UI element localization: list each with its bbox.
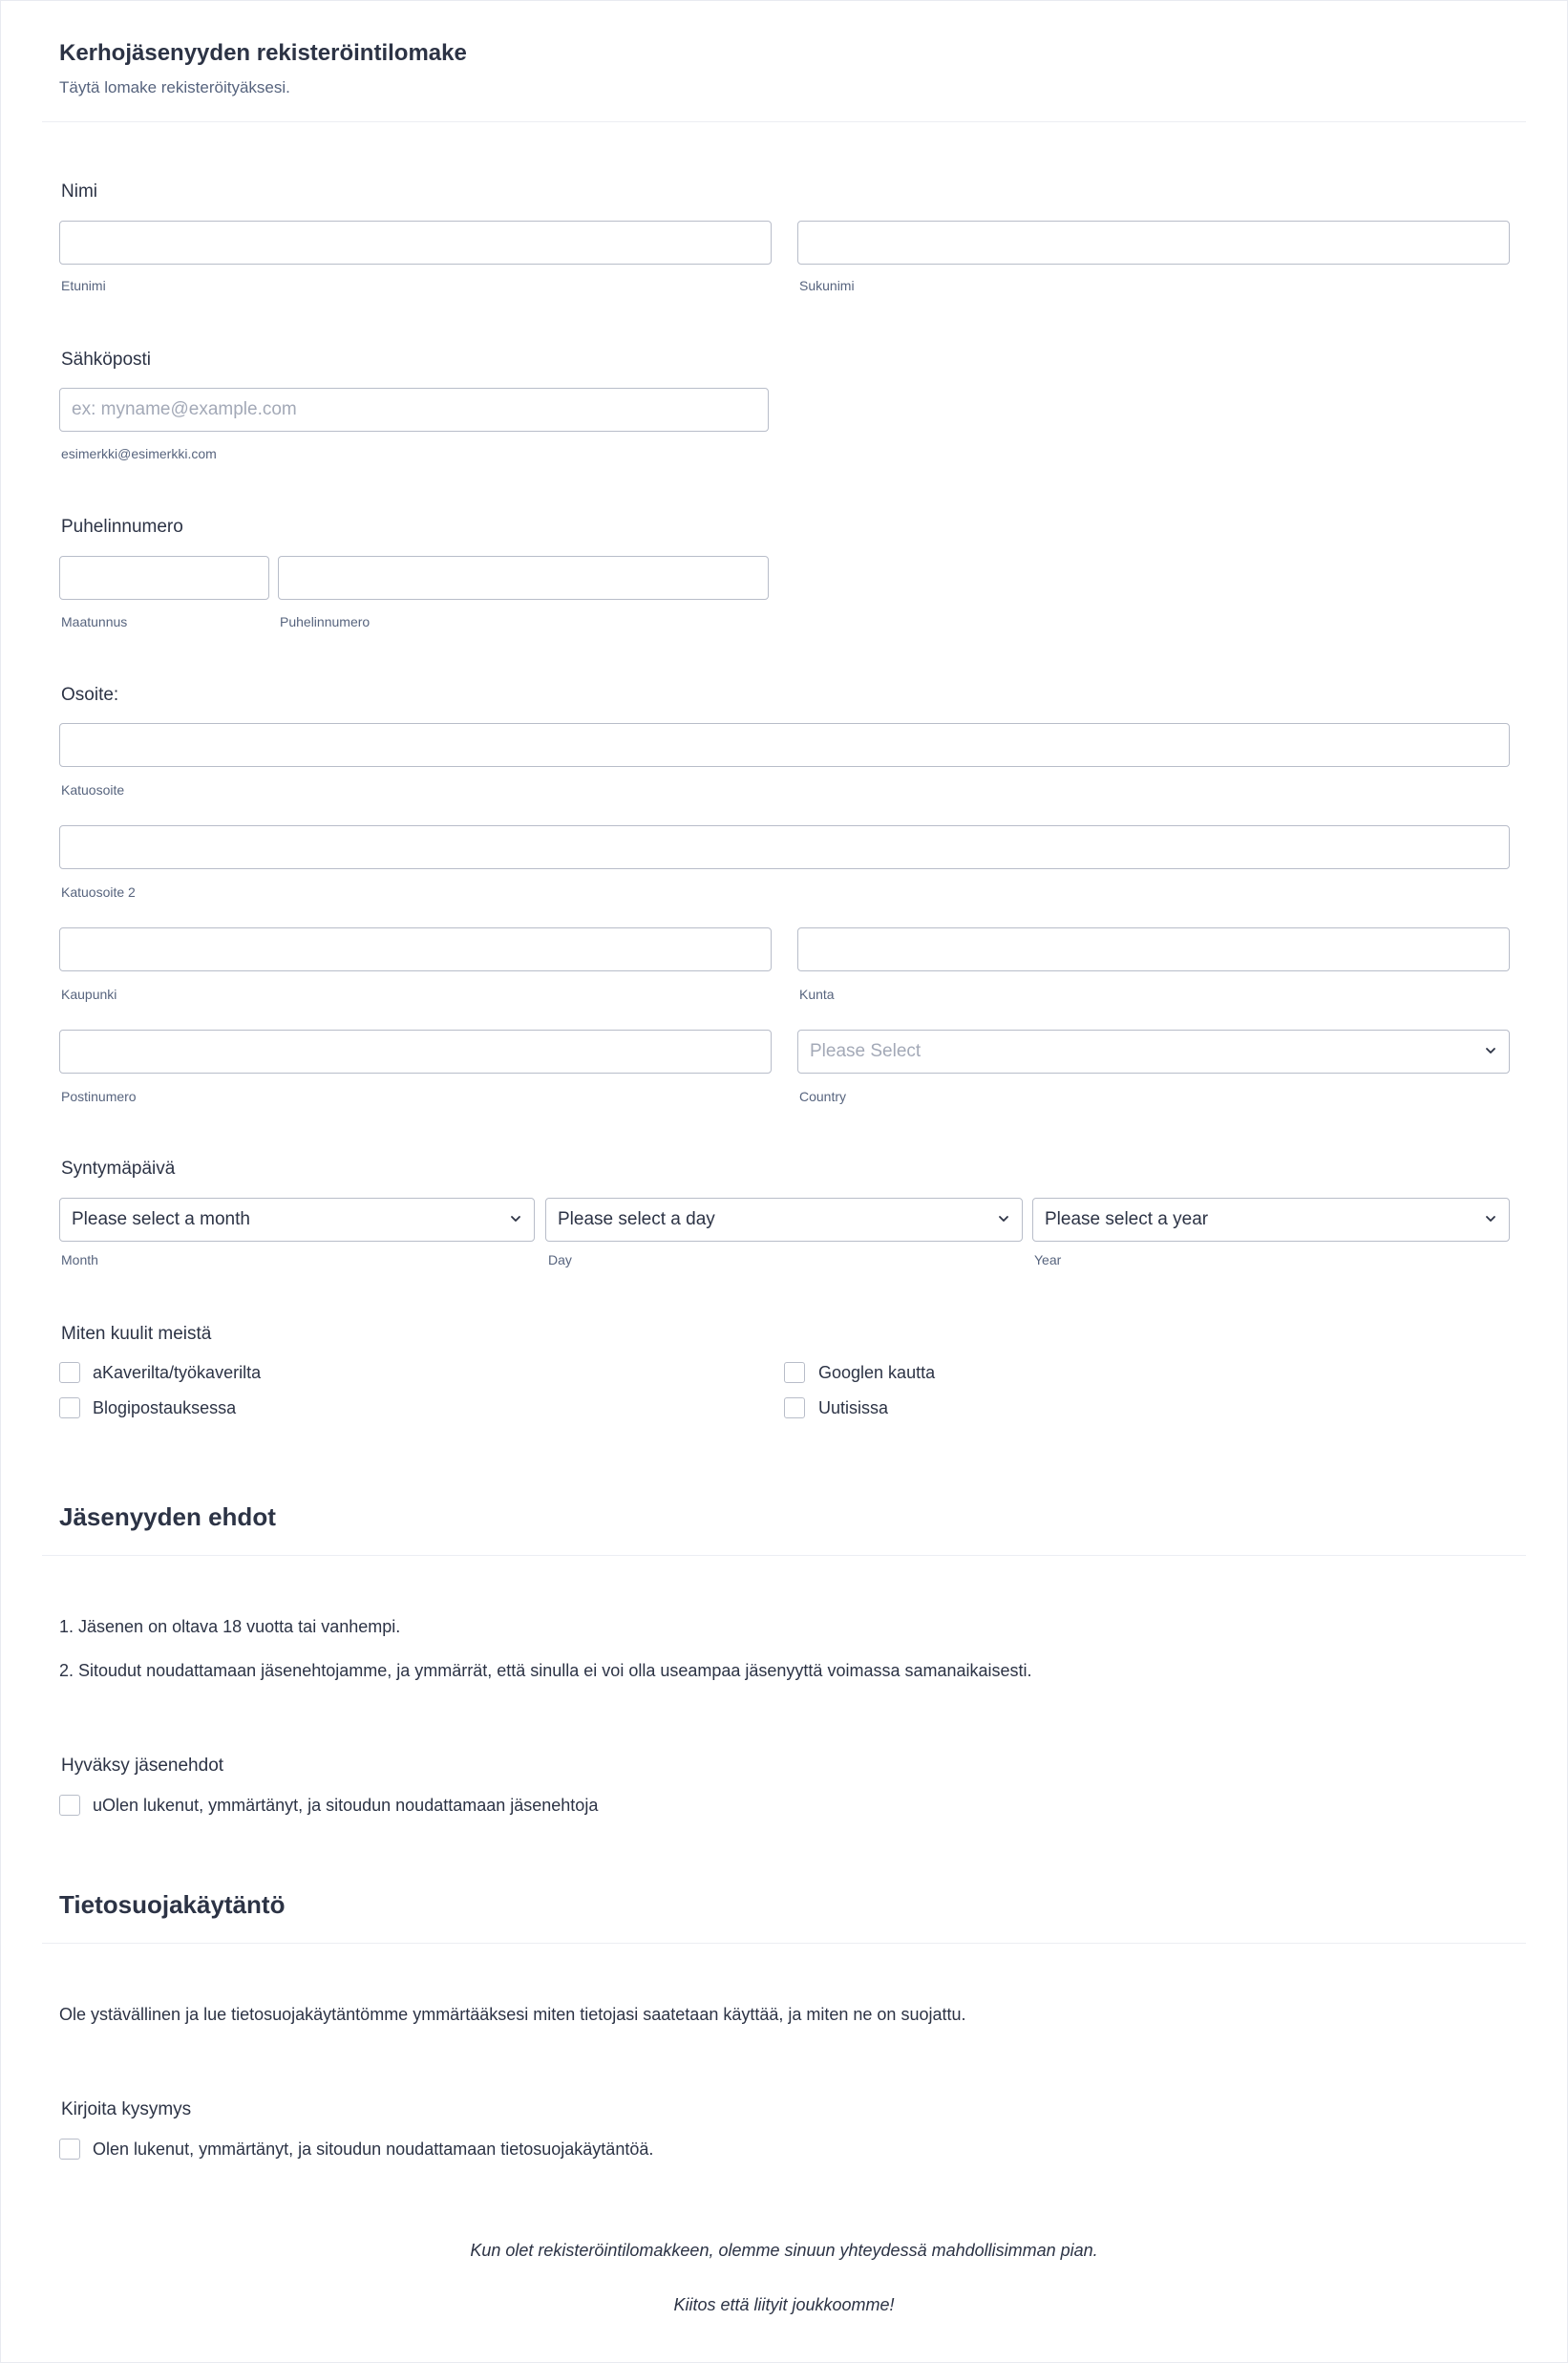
birth-year-sublabel: Year	[1034, 1252, 1062, 1267]
birth-year-value: Please select a year	[1045, 1209, 1209, 1229]
terms-heading: Jäsenyyden ehdot	[59, 1502, 276, 1531]
birthday-label: Syntymäpäivä	[61, 1159, 176, 1179]
city-input[interactable]	[59, 927, 772, 971]
city-sublabel: Kaupunki	[61, 987, 117, 1002]
terms-accept-option[interactable]: uOlen lukenut, ymmärtänyt, ja sitoudun noudattamaan jäsenehtoja	[93, 1796, 599, 1815]
birth-day-select[interactable]	[545, 1198, 1023, 1242]
form-subtitle: Täytä lomake rekisteröityäksesi.	[59, 78, 290, 96]
chevron-down-icon	[1484, 1044, 1497, 1057]
heard-checkbox-blog[interactable]	[59, 1397, 80, 1418]
email-sublabel: esimerkki@esimerkki.com	[61, 446, 217, 461]
privacy-question-label: Kirjoita kysymys	[61, 2099, 192, 2119]
name-label: Nimi	[61, 181, 97, 202]
privacy-accept-checkbox[interactable]	[59, 2139, 80, 2160]
phone-number-input[interactable]	[278, 556, 769, 600]
privacy-text: Ole ystävällinen ja lue tietosuojakäytäntömme ymmärtääksesi miten tietojasi saatetaan käyttää, ja miten ne on suojattu.	[59, 2005, 966, 2024]
phone-number-sublabel: Puhelinnumero	[280, 614, 371, 629]
heard-option-friends[interactable]: aKaverilta/työkaverilta	[93, 1363, 262, 1382]
birth-month-select[interactable]	[59, 1198, 535, 1242]
chevron-down-icon	[1484, 1212, 1497, 1225]
last-name-sublabel: Sukunimi	[799, 278, 855, 293]
chevron-down-icon	[997, 1212, 1010, 1225]
heard-checkbox-friends[interactable]	[59, 1362, 80, 1383]
header-divider	[42, 121, 1526, 122]
birth-day-value: Please select a day	[558, 1209, 715, 1229]
address-label: Osoite:	[61, 685, 119, 705]
heard-checkbox-news[interactable]	[784, 1397, 805, 1418]
heard-option-blog[interactable]: Blogipostauksessa	[93, 1398, 237, 1417]
heard-checkbox-google[interactable]	[784, 1362, 805, 1383]
terms-divider	[42, 1555, 1526, 1556]
street-address-2-input[interactable]	[59, 825, 1510, 869]
privacy-accept-option[interactable]: Olen lukenut, ymmärtänyt, ja sitoudun noudattamaan tietosuojakäytäntöä.	[93, 2139, 654, 2159]
privacy-divider	[42, 1943, 1526, 1944]
phone-country-sublabel: Maatunnus	[61, 614, 128, 629]
terms-rule-1: 1. Jäsenen on oltava 18 vuotta tai vanhempi.	[59, 1617, 401, 1636]
birth-month-value: Please select a month	[72, 1209, 250, 1229]
email-input[interactable]	[59, 388, 769, 432]
street-address-input[interactable]	[59, 723, 1510, 767]
privacy-heading: Tietosuojakäytäntö	[59, 1890, 286, 1919]
heard-label: Miten kuulit meistä	[61, 1324, 212, 1344]
chevron-down-icon	[509, 1212, 522, 1225]
zip-input[interactable]	[59, 1030, 772, 1074]
email-label: Sähköposti	[61, 350, 152, 370]
phone-country-code-input[interactable]	[59, 556, 269, 600]
state-input[interactable]	[797, 927, 1510, 971]
street-address-2-sublabel: Katuosoite 2	[61, 884, 136, 900]
country-select-value: Please Select	[810, 1041, 922, 1061]
footer-line-2: Kiitos että liityit joukkoomme!	[673, 2295, 895, 2314]
birth-month-sublabel: Month	[61, 1252, 98, 1267]
birth-day-sublabel: Day	[548, 1252, 572, 1267]
first-name-input[interactable]	[59, 221, 772, 265]
terms-accept-checkbox[interactable]	[59, 1795, 80, 1816]
heard-option-google[interactable]: Googlen kautta	[818, 1363, 936, 1382]
last-name-input[interactable]	[797, 221, 1510, 265]
first-name-sublabel: Etunimi	[61, 278, 106, 293]
street-address-sublabel: Katuosoite	[61, 782, 125, 798]
phone-label: Puhelinnumero	[61, 517, 183, 537]
form-title: Kerhojäsenyyden rekisteröintilomake	[59, 40, 467, 66]
state-sublabel: Kunta	[799, 987, 835, 1002]
terms-accept-label: Hyväksy jäsenehdot	[61, 1756, 224, 1776]
country-select[interactable]	[797, 1030, 1510, 1074]
zip-sublabel: Postinumero	[61, 1089, 137, 1104]
heard-option-news[interactable]: Uutisissa	[818, 1398, 889, 1417]
terms-rule-2: 2. Sitoudut noudattamaan jäsenehtojamme, ja ymmärrät, että sinulla ei voi olla useampaa jäsenyyttä voimassa samanaikaisesti.	[59, 1661, 1032, 1680]
birth-year-select[interactable]	[1032, 1198, 1510, 1242]
country-sublabel: Country	[799, 1089, 847, 1104]
footer-line-1: Kun olet rekisteröintilomakkeen, olemme sinuun yhteydessä mahdollisimman pian.	[470, 2241, 1098, 2260]
